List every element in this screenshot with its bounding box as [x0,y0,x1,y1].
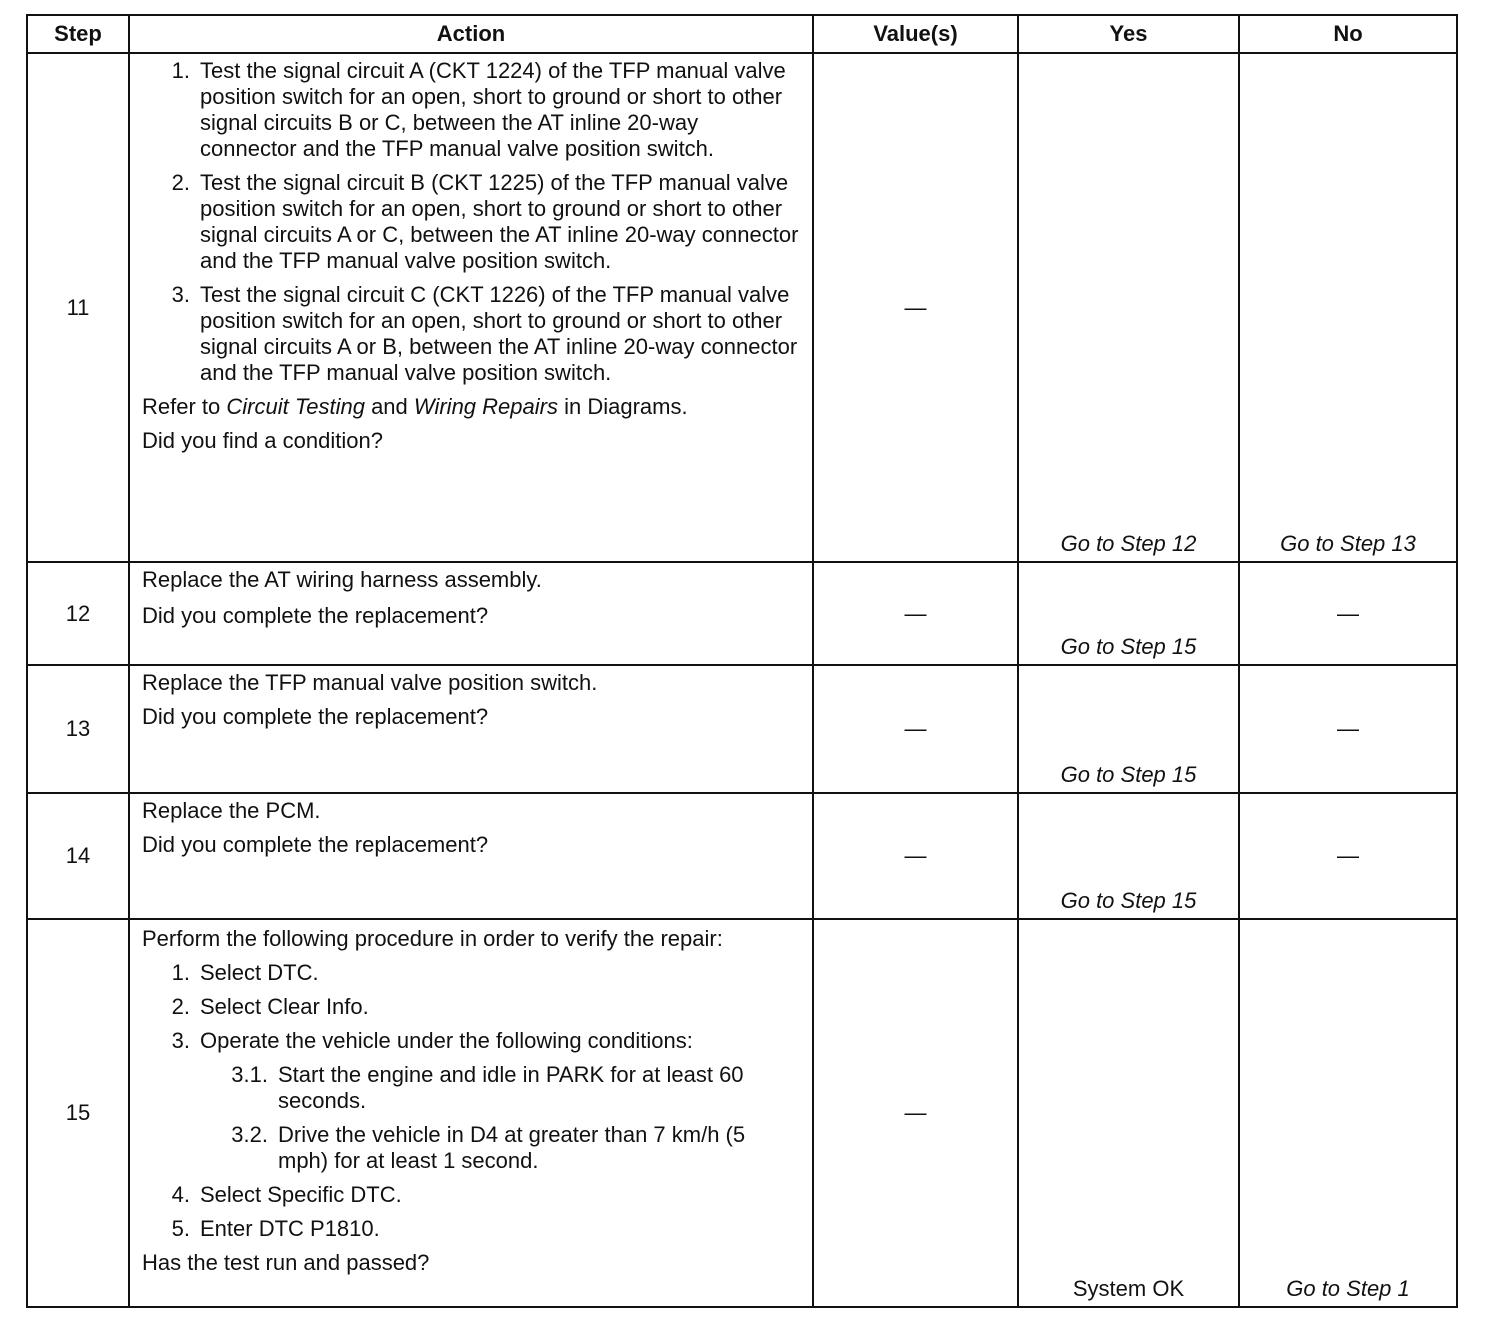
circuit-testing-reference: Circuit Testing [226,394,365,419]
header-row [27,15,1457,53]
refer-text: Refer to Circuit Testing and Wiring Repairs in Diagrams. [142,394,688,419]
sub-list-item: 3.2. Drive the vehicle in D4 at greater than 7 km/h (5 mph) for at least 1 second. [231,1122,746,1173]
step-number: 13 [27,665,129,793]
table-row [27,919,1457,1307]
list-item: 3. Test the signal circuit C (CKT 1226) of the TFP manual valve position switch for an open, short to ground or short to other signal circuits A or B, between the AT inline 20-way connector and the TFP manual valve position switch. [171,282,798,385]
header-action: Action [129,15,813,53]
list-item: 4. Select Specific DTC. [171,1182,402,1207]
step-number: 14 [27,793,129,919]
action-intro: Perform the following procedure in order to verify the repair: [142,926,723,951]
step-number: 15 [27,919,129,1307]
yes-cell: Go to Step 15 [1018,793,1239,919]
action-cell [129,562,813,665]
question: Did you complete the replacement? [142,832,489,857]
list-item: 2. Test the signal circuit B (CKT 1225) of the TFP manual valve position switch for an open, short to ground or short to other signal circuits A or C, between the AT inline 20-way connector and the TFP manual valve position switch. [171,170,799,273]
table-row [27,665,1457,793]
wiring-repairs-reference: Wiring Repairs [413,394,558,419]
header-step: Step [27,15,129,53]
step-number: 11 [27,53,129,562]
action-cell [129,53,813,562]
question: Did you find a condition? [142,428,383,453]
no-cell: Go to Step 1 [1239,919,1457,1307]
value-cell: — [813,53,1018,562]
table-row [27,53,1457,562]
yes-cell: Go to Step 15 [1018,562,1239,665]
action-text: Replace the TFP manual valve position switch. [142,670,598,695]
yes-cell: Go to Step 15 [1018,665,1239,793]
question: Did you complete the replacement? [142,704,489,729]
no-cell: — [1239,665,1457,793]
action-cell [129,665,813,793]
action-cell [129,919,813,1307]
action-text: Replace the AT wiring harness assembly. [142,567,542,592]
no-cell: — [1239,793,1457,919]
table-row [27,562,1457,665]
value-cell: — [813,665,1018,793]
no-cell: — [1239,562,1457,665]
yes-cell: Go to Step 12 [1018,53,1239,562]
table-row [27,793,1457,919]
list-item: 1. Select DTC. [171,960,319,985]
no-cell: Go to Step 13 [1239,53,1457,562]
header-no: No [1239,15,1457,53]
header-yes: Yes [1018,15,1239,53]
header-values: Value(s) [813,15,1018,53]
step-number: 12 [27,562,129,665]
list-item: 1. Test the signal circuit A (CKT 1224) of the TFP manual valve position switch for an open, short to ground or short to other signal circuits B or C, between the AT inline 20-way connector and the TFP manual valve position switch. [171,58,786,161]
question: Has the test run and passed? [142,1250,430,1275]
list-item: 2. Select Clear Info. [171,994,369,1019]
question: Did you complete the replacement? [142,603,489,628]
yes-cell: System OK [1018,919,1239,1307]
sub-list-item: 3.1. Start the engine and idle in PARK for at least 60 seconds. [231,1062,744,1113]
diagnostic-steps-table [26,14,1458,1308]
action-cell [129,793,813,919]
action-text: Replace the PCM. [142,798,321,823]
value-cell: — [813,919,1018,1307]
value-cell: — [813,562,1018,665]
value-cell: — [813,793,1018,919]
list-item: 5. Enter DTC P1810. [171,1216,380,1241]
list-item: 3. Operate the vehicle under the following conditions: [171,1028,693,1053]
